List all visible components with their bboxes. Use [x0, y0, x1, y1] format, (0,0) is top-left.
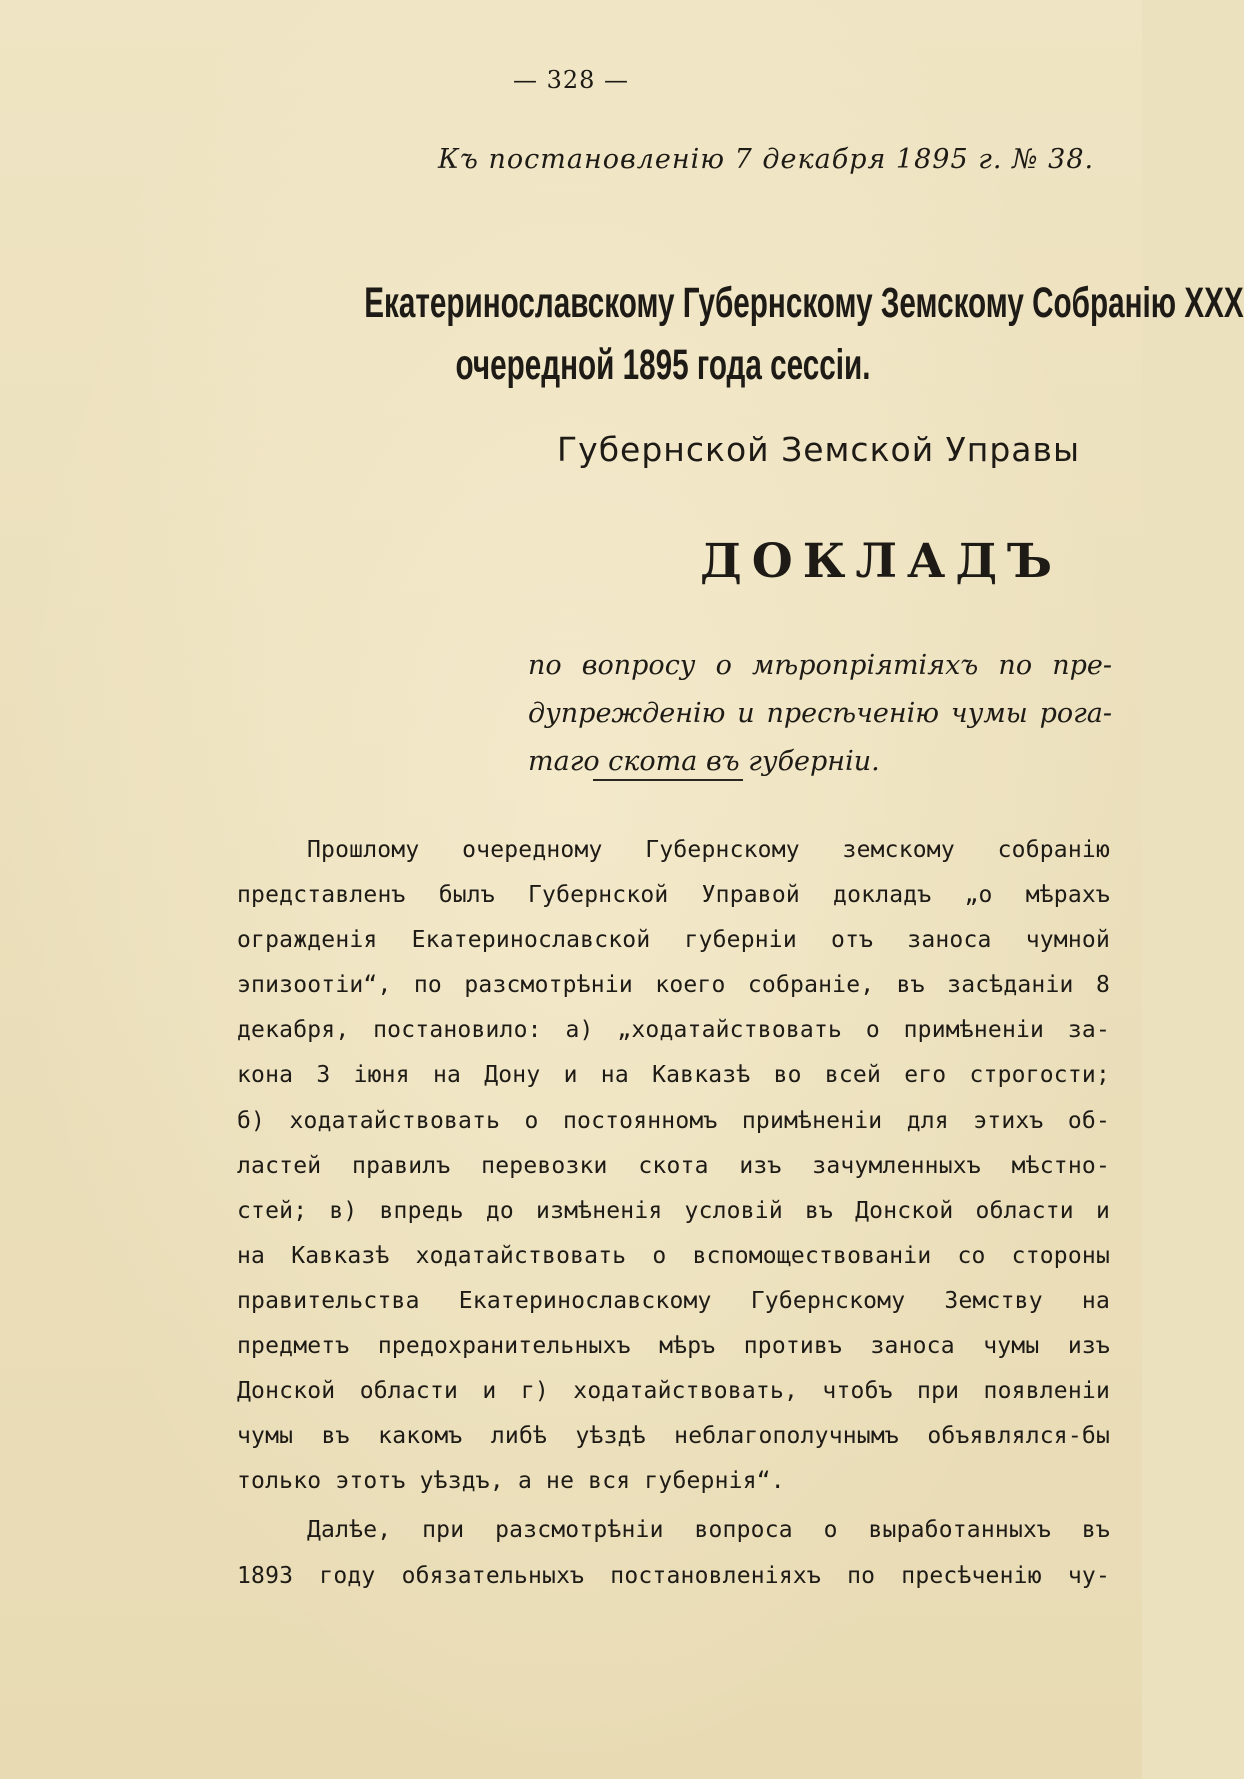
subject-line-2: дупрежденію и пресѣченію чумы рога-: [528, 698, 1112, 729]
title-line-2: очередной 1895 года сессіи.: [455, 341, 871, 389]
paragraph-1-line: только этотъ уѣздъ, а не вся губернія“.: [237, 1468, 785, 1495]
paragraph-1-line: ластей правилъ перевозки скота изъ зачумленныхъ мѣстно-: [237, 1152, 1110, 1179]
page-number: — 328 —: [512, 66, 630, 94]
subject-line-3: таго скота въ губерніи.: [528, 746, 880, 777]
document-title: [364, 272, 1244, 396]
body-text: [237, 828, 1110, 1599]
title-line-1: Екатеринославскому Губернскому Земскому Собранію XXX: [364, 279, 1244, 327]
paragraph-1-line: кона 3 іюня на Дону и на Кавказѣ во всей его строгости;: [237, 1062, 1110, 1089]
section-divider: [593, 779, 743, 781]
paragraph-1-line: Прошлому очередному Губернскому земскому собранію: [307, 837, 1110, 863]
paragraph-1-line: на Кавказѣ ходатайствовать о вспомоществованіи со стороны: [237, 1242, 1110, 1269]
paragraph-1-line: эпизоотіи“, по разсмотрѣніи коего собраніе, въ засѣданіи 8: [237, 972, 1110, 999]
paragraph-1-line: Донской области и г) ходатайствовать, чтобъ при появленіи: [237, 1378, 1110, 1405]
paragraph-2-line: Далѣе, при разсмотрѣніи вопроса о выработанныхъ въ: [307, 1517, 1110, 1544]
paragraph-1-line: предметъ предохранительныхъ мѣръ противъ заноса чумы изъ: [237, 1333, 1110, 1360]
paragraph-2-line: 1893 году обязательныхъ постановленіяхъ по пресѣченію чу-: [237, 1562, 1110, 1589]
paragraph-1-line: огражденія Екатеринославской губерніи отъ заноса чумной: [237, 927, 1110, 954]
issuing-authority: Губернской Земской Управы: [557, 430, 1080, 469]
report-heading: ДОКЛАДЪ: [700, 534, 1063, 589]
paragraph-1-line: правительства Екатеринославскому Губернскому Земству на: [237, 1287, 1110, 1314]
paragraph-1-line: декабря, постановило: а) „ходатайствовать о примѣненіи за-: [237, 1017, 1110, 1044]
report-subject: [528, 642, 1112, 786]
paragraph-1-line: стей; в) впредь до измѣненія условій въ Донской области и: [237, 1197, 1110, 1224]
paragraph-1-line: б) ходатайствовать о постоянномъ примѣненіи для этихъ об-: [237, 1107, 1110, 1134]
resolution-reference: Къ постановленію 7 декабря 1895 г. № 38.: [438, 144, 1095, 175]
paragraph-1-line: представленъ былъ Губернской Управой докладъ „о мѣрахъ: [237, 882, 1110, 909]
paragraph-1-line: чумы въ какомъ либѣ уѣздѣ неблагополучнымъ объявлялся-бы: [237, 1423, 1110, 1450]
subject-line-1: по вопросу о мѣропріятіяхъ по пре-: [528, 650, 1112, 681]
